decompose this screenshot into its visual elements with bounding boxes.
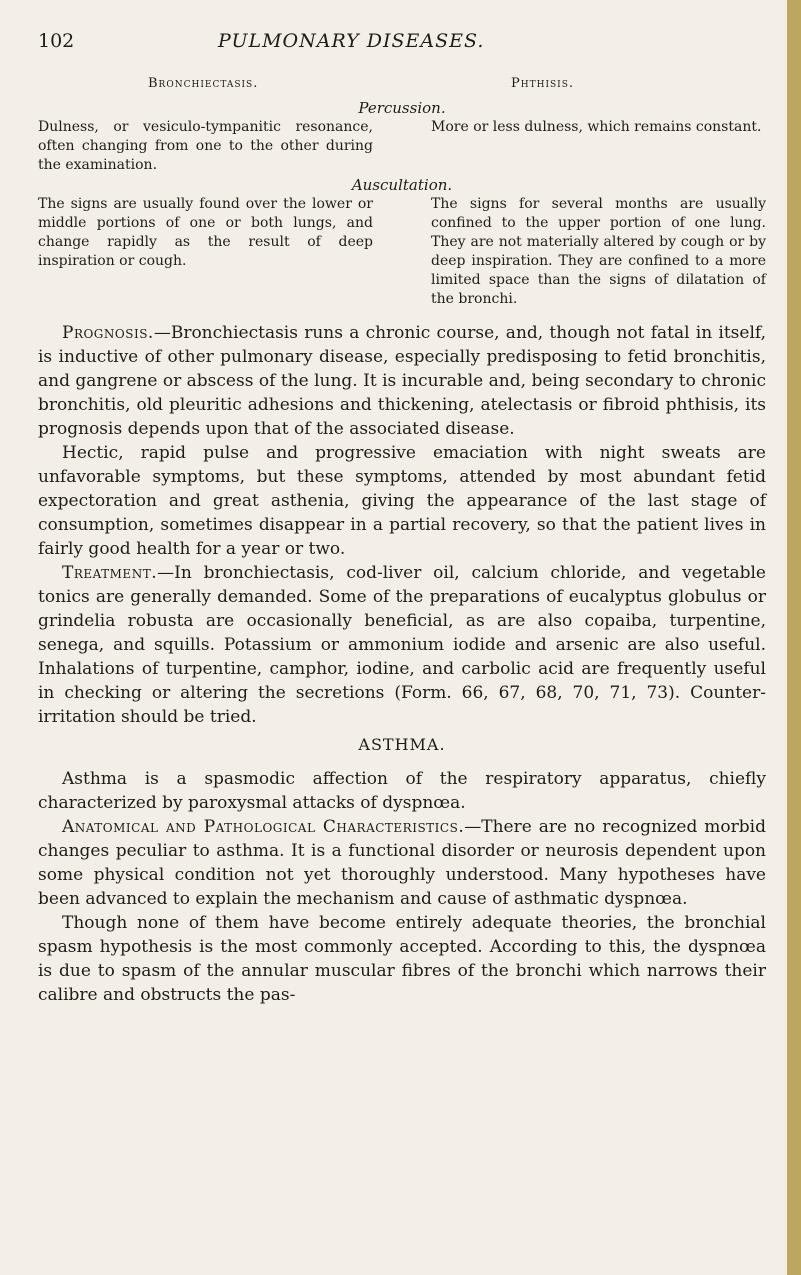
percussion-title: Percussion.	[358, 99, 446, 117]
heading-bronchiectasis: Bronchiectasis.	[148, 76, 259, 91]
prognosis-paragraph-2: Hectic, rapid pulse and progressive emaciation with night sweats are unfavorable symptoms, but these symptoms, attended by most abundant fetid expectoration and great asthenia, giving the appearance of the last stage of consumption, sometimes disappear in a partial recovery, so that the patient lives in fairly good health for a year or two.	[38, 443, 766, 559]
auscultation-comparison	[38, 195, 766, 309]
prognosis-label: Prognosis.	[62, 323, 154, 343]
prognosis-paragraph	[38, 321, 766, 441]
page-edge	[787, 0, 801, 1275]
auscultation-phthisis: The signs for several months are usually confined to the upper portion of one lung. They are not materially altered by cough or by deep inspiration. They are confined to a more limited space than the signs of dilatation of the bronchi.	[431, 196, 766, 307]
page-number: 102	[38, 30, 75, 52]
percussion-phthisis: More or less dulness, which remains constant.	[431, 119, 762, 135]
main-text	[38, 321, 766, 1007]
comparison-headings	[38, 76, 766, 98]
hypothesis-paragraph: Though none of them have become entirely adequate theories, the bronchial spasm hypothesis is the most commonly accepted. According to this, the dyspnœa is due to spasm of the annular muscular fibres of the bronchi which narrows their calibre and obstructs the pas-	[38, 913, 766, 1005]
anatomical-text: —There are no recognized morbid changes peculiar to asthma. It is a functional disorder or neurosis dependent upon some physical condition not yet thoroughly understood. Many hypotheses have been advanced to explain the mechanism and cause of asthmatic dyspnœa.	[38, 817, 766, 909]
asthma-intro: Asthma is a spasmodic affection of the respiratory apparatus, chiefly characterized by paroxysmal attacks of dyspnœa.	[38, 769, 766, 813]
percussion-bronchiectasis: Dulness, or vesiculo-tympanitic resonance, often changing from one to the other during the examination.	[38, 119, 373, 173]
treatment-label: Treatment.	[62, 563, 158, 583]
treatment-paragraph	[38, 561, 766, 729]
auscultation-bronchiectasis: The signs are usually found over the lower or middle portions of one or both lungs, and change rapidly as the result of deep inspiration or cough.	[38, 196, 373, 269]
prognosis-text: —Bronchiectasis runs a chronic course, and, though not fatal in itself, is inductive of other pulmonary disease, especially predisposing to fetid bronchitis, and gangrene or abscess of the lung. It is incurable and, being secondary to chronic bronchitis, old pleuritic adhesions and thickening, atelectasis or fibroid phthisis, its prognosis depends upon that of the associated disease.	[38, 323, 766, 439]
treatment-text: —In bronchiectasis, cod-liver oil, calcium chloride, and vegetable tonics are generally demanded. Some of the preparations of eucalyptus globulus or grindelia robusta are occasionally beneficial, as are also copaiba, turpentine, senega, and squills. Potassium or ammonium iodide and arsenic are also useful. Inhalations of turpentine, camphor, iodine, and carbolic acid are frequently useful in checking or altering the secretions (Form. 66, 67, 68, 70, 71, 73). Counter-irritation should be tried.	[38, 563, 766, 727]
heading-phthisis: Phthisis.	[511, 76, 575, 91]
auscultation-title: Auscultation.	[351, 176, 453, 194]
asthma-title: ASTHMA.	[358, 735, 446, 754]
running-title: PULMONARY DISEASES.	[218, 30, 485, 52]
anatomical-label: Anatomical and Pathological Characteristics.	[62, 817, 465, 837]
running-head	[38, 30, 766, 60]
book-page	[38, 30, 766, 1007]
percussion-comparison	[38, 118, 766, 175]
anatomical-paragraph	[38, 815, 766, 911]
